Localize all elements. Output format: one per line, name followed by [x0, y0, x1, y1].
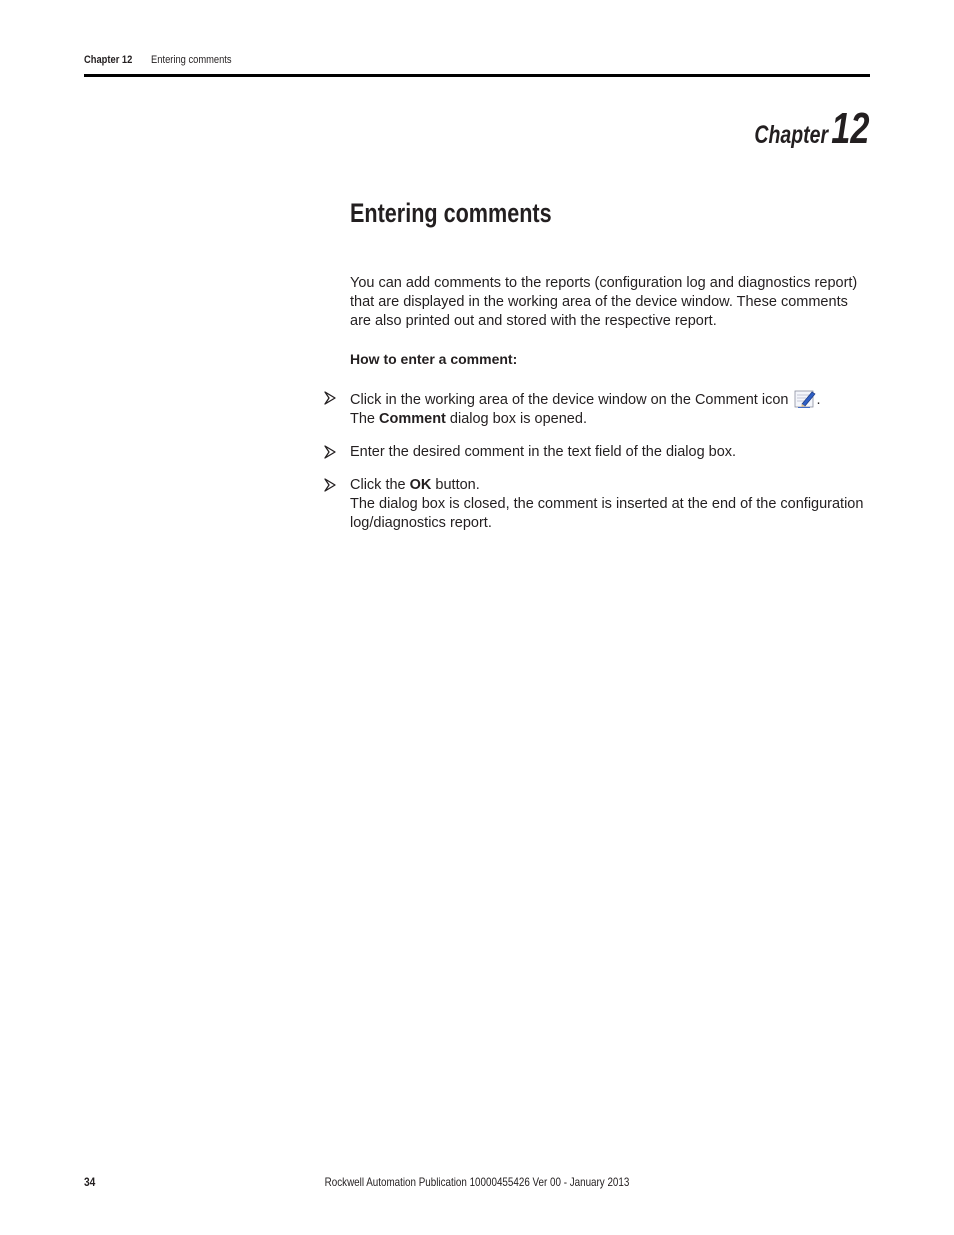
- header-chapter-label: Chapter 12: [84, 54, 133, 66]
- header-section-title: Entering comments: [151, 54, 232, 66]
- step-3-instruction-suffix: button.: [431, 477, 480, 493]
- comment-dialog-name: Comment: [379, 411, 446, 427]
- step-1-period: .: [816, 392, 821, 408]
- main-content: [350, 274, 870, 533]
- arrowhead-bullet-icon: [324, 445, 336, 459]
- step-1-result-prefix: The: [350, 411, 380, 427]
- step-1-instruction: Click in the working area of the device window on the Comment icon: [350, 392, 789, 408]
- step-1-result-suffix: dialog box is opened.: [445, 411, 587, 427]
- procedure-step-3: [350, 476, 870, 533]
- procedure-step-1: [350, 389, 870, 429]
- procedure-steps: [350, 389, 870, 533]
- procedure-step-2: [350, 443, 870, 462]
- procedure-heading: How to enter a comment:: [350, 351, 518, 367]
- arrowhead-bullet-icon: [324, 391, 336, 405]
- ok-button-name: OK: [409, 477, 432, 493]
- chapter-mark: [754, 104, 869, 154]
- comment-pencil-icon: [794, 389, 816, 409]
- arrowhead-bullet-icon: [324, 478, 336, 492]
- chapter-number: 12: [830, 104, 869, 153]
- intro-paragraph: You can add comments to the reports (configuration log and diagnostics report) that are displayed in the working area of the device window. These comments are also printed out and stored with the respective report.: [350, 275, 858, 329]
- step-3-instruction-prefix: Click the: [350, 477, 410, 493]
- page-number: 34: [84, 1175, 96, 1189]
- chapter-word: Chapter: [754, 121, 828, 149]
- header-rule: [84, 74, 870, 77]
- running-header: [84, 54, 232, 66]
- step-3-result: The dialog box is closed, the comment is inserted at the end of the configuration log/diagnostics report.: [350, 496, 864, 531]
- publication-footer: Rockwell Automation Publication 10000455426 Ver 00 - January 2013: [324, 1175, 630, 1189]
- page-title: Entering comments: [350, 198, 552, 228]
- step-2-instruction: Enter the desired comment in the text field of the dialog box.: [350, 444, 737, 460]
